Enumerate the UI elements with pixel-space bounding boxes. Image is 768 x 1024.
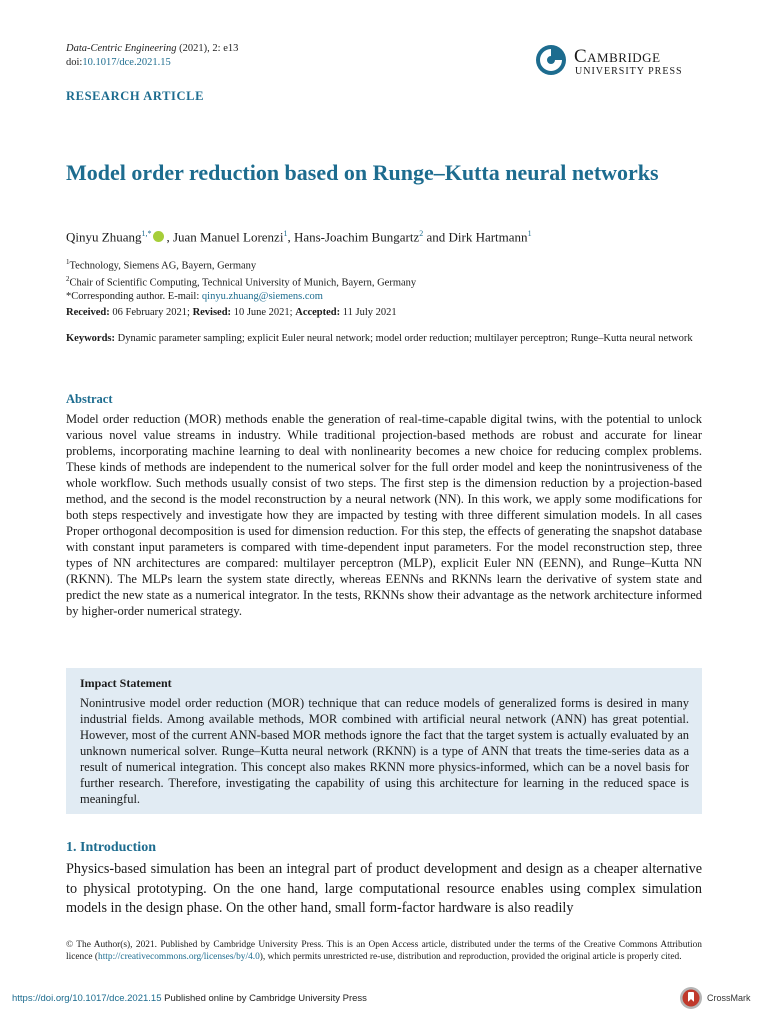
author-name[interactable]: and Dirk Hartmann: [423, 229, 528, 245]
section-heading: 1. Introduction: [66, 840, 156, 855]
keywords-text: Dynamic parameter sampling; explicit Euler neural network; model order reduction; multilayer perceptron; Runge–Kutta neural network: [115, 333, 693, 344]
author-name[interactable]: , Hans-Joachim Bungartz: [287, 229, 420, 245]
affiliation-2: [66, 273, 416, 290]
license-link[interactable]: http://creativecommons.org/licenses/by/4.0: [98, 952, 260, 962]
cambridge-logo: [535, 44, 710, 78]
keywords: [66, 332, 706, 346]
journal-volume: (2021), 2: e13: [176, 43, 239, 54]
license-notice: [66, 939, 702, 963]
received-label: Received:: [66, 307, 110, 318]
doi-prefix: doi:: [66, 57, 83, 68]
page-footer: [12, 993, 367, 1004]
publisher-name: Cambridge: [574, 46, 661, 67]
abstract-heading: Abstract: [66, 392, 113, 406]
affiliation-sup: 2: [66, 275, 70, 283]
author-affil-sup: 1,*: [141, 229, 152, 238]
abstract-text: Model order reduction (MOR) methods enable the generation of real-time-capable digital twins, with the potential to unlock various novel value streams in industry. While traditional projection-based methods are robust and accurate for linear problems, incorporating machine learning to deal with nonlinearity becomes a new choice for reducing complex problems. These kinds of methods are independent to the numerical solver for the full order model and keep the nonintrusiveness of the whole workflow. Such methods usually consist of two steps. The first step is the dimension reduction by a projection-based method, and the second is the model reconstruction by a neural network (NN). In this work, we apply some modifications for both steps respectively and investigate how they are impacted by testing with three different simulation models. In all cases Proper orthogonal decomposition is used for dimension reduction. For this step, the effects of generating the snapshot database with constant input parameters is compared with time-dependent input parameters. For the model reconstruction step, three types of NN architectures are compared: multilayer perceptron (MLP), explicit Euler NN (EENN), and Runge–Kutta NN (RKNN). The MLPs learn the system state directly, whereas EENNs and RKNNs learn the derivative of system state and predict the new state as a numerical integrator. In the tests, RKNNs show their advantage as the network architecture informed by higher-order numerical strategy.: [66, 412, 702, 618]
affiliation-sup: 1: [66, 258, 70, 266]
article-type: RESEARCH ARTICLE: [66, 89, 205, 103]
accepted-date: 11 July 2021: [340, 307, 397, 318]
journal-name: Data-Centric Engineering: [66, 43, 177, 54]
author-affil-sup: 2: [419, 229, 424, 238]
author-affil-sup: 1: [527, 229, 532, 238]
cambridge-shield-icon: [535, 44, 567, 76]
author-list: [66, 229, 532, 245]
accepted-label: Accepted:: [295, 307, 341, 318]
keywords-label: Keywords:: [66, 333, 115, 344]
crossmark-label: CrossMark: [707, 993, 751, 1003]
orcid-icon[interactable]: [153, 231, 164, 242]
footer-doi-link[interactable]: https://doi.org/10.1017/dce.2021.15: [12, 993, 162, 1004]
crossmark-icon: [679, 986, 703, 1010]
author-name[interactable]: , Juan Manuel Lorenzi: [166, 229, 284, 245]
received-date: 06 February 2021;: [109, 307, 193, 318]
journal-citation: [66, 42, 238, 70]
affiliation-1: [66, 256, 416, 273]
email-link[interactable]: qinyu.zhuang@siemens.com: [201, 291, 323, 302]
revised-label: Revised:: [192, 307, 232, 318]
introduction-text: Physics-based simulation has been an integral part of product development and design as a cheaper alternative to physical prototyping. On the one hand, large computational resource enables using complex simulation models in the design phase. On the other hand, small form-factor hardware is also readily: [66, 861, 702, 916]
corresponding-author: [66, 290, 416, 304]
affiliations: [66, 256, 416, 304]
impact-heading: Impact Statement: [80, 676, 172, 690]
footer-published: Published online by Cambridge University Press: [161, 993, 367, 1004]
impact-text: Nonintrusive model order reduction (MOR) technique that can reduce models of generalized forms is desired in many industrial fields. Among available methods, MOR combined with artificial neural network (ANN) has great potential. However, most of the current ANN-based MOR methods ignore the fact that the target system is actually evaluated by an unknown numerical solver. Runge–Kutta neural network (RKNN) is a type of ANN that treats the time-series data as a result of numerical integration. This concept also makes RKNN more physics-informed, which can be a novel basis for further research. Therefore, investigating the capability of using this architecture for learning in the reduced space is meaningful.: [80, 696, 689, 806]
publisher-subname: UNIVERSITY PRESS: [575, 66, 683, 77]
crossmark-badge[interactable]: [679, 986, 759, 1012]
affiliation-text: Technology, Siemens AG, Bayern, Germany: [69, 260, 257, 272]
doi-link[interactable]: 10.1017/dce.2021.15: [82, 57, 171, 68]
affiliation-text: Chair of Scientific Computing, Technical University of Munich, Bayern, Germany: [69, 277, 417, 289]
author-affil-sup: 1: [283, 229, 288, 238]
revised-date: 10 June 2021;: [231, 307, 296, 318]
article-dates: [66, 307, 397, 318]
paper-title: Model order reduction based on Runge–Kutta neural networks: [66, 160, 659, 185]
corresponding-label: *Corresponding author. E-mail:: [66, 291, 202, 302]
license-text: © The Author(s), 2021. Published by Cambridge University Press. This is an Open Access article, distributed under the terms of the Creative Commons Attribution licence (: [66, 940, 702, 962]
author-name[interactable]: Qinyu Zhuang: [66, 229, 142, 245]
license-text-end: ), which permits unrestricted re-use, distribution and reproduction, provided the original article is properly cited.: [259, 952, 682, 962]
